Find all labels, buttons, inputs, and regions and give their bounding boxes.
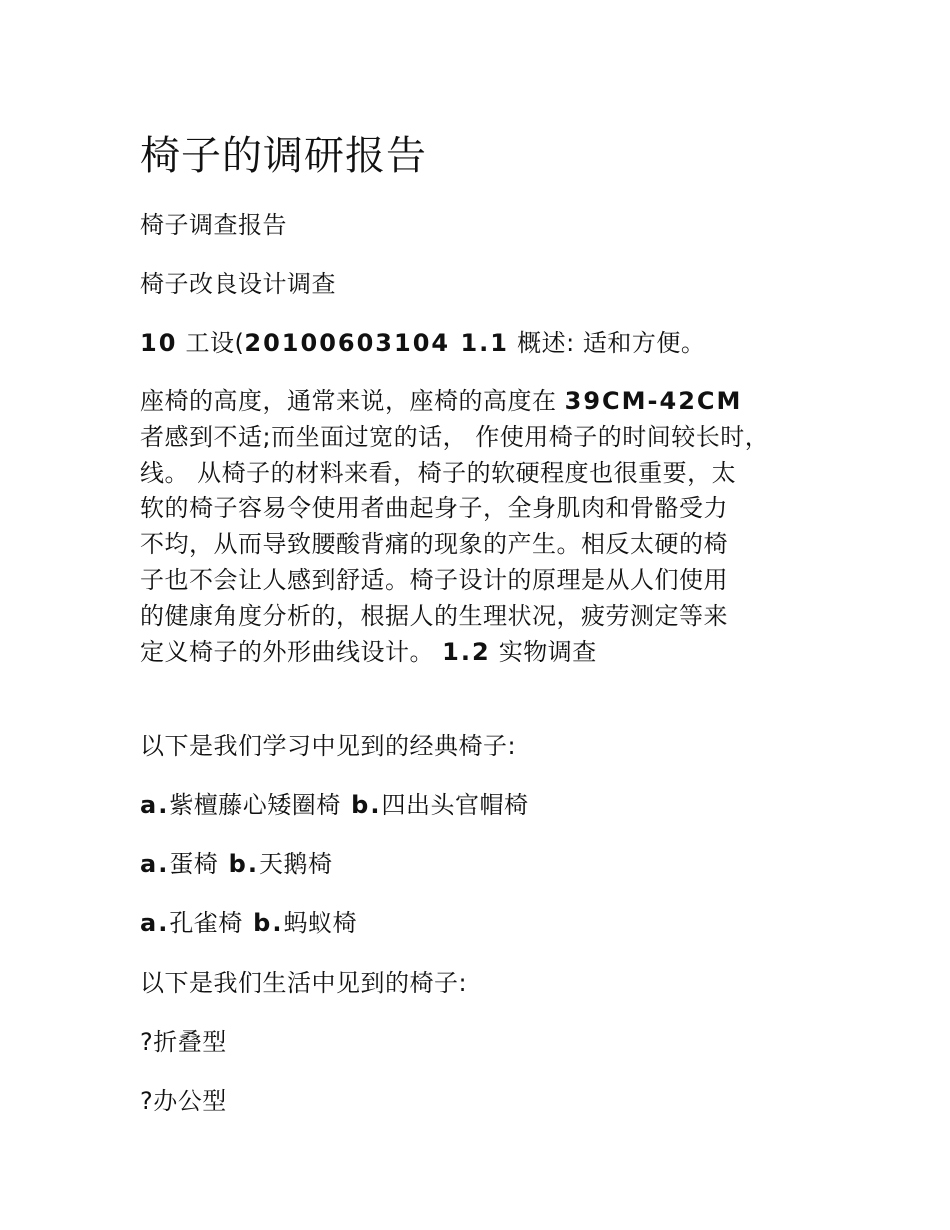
- item-label-a: a.: [140, 850, 170, 878]
- section-heading: 概述: 适和方便。: [508, 329, 706, 357]
- item-label-b: b.: [218, 850, 259, 878]
- life-chair-item: ?办公型: [140, 1087, 227, 1115]
- paragraph-line: [140, 635, 769, 671]
- paragraph-line: 子也不会让人感到舒适。椅子设计的原理是从人们使用: [140, 565, 728, 594]
- item-label-a: a.: [140, 791, 170, 819]
- subtitle-survey-report: 椅子调查报告: [140, 211, 287, 239]
- section-heading: 实物调查: [490, 637, 597, 666]
- subtitle-improvement-design: 椅子改良设计调查: [140, 270, 336, 298]
- item-label-b: b.: [340, 791, 382, 819]
- section-number: 1.2: [442, 637, 491, 666]
- seat-height-range: 39CM-42CM: [564, 387, 743, 415]
- life-chair-item: ?折叠型: [140, 1028, 227, 1056]
- item-text-a: 紫檀藤心矮圈椅: [169, 791, 341, 819]
- paragraph-text: 座椅的高度，通常来说，座椅的高度在: [140, 387, 565, 415]
- item-text-a: 蛋椅: [169, 850, 219, 878]
- document-title: 椅子的调研报告: [140, 133, 427, 179]
- class-label: 工设(: [177, 329, 245, 357]
- paragraph-line: 者感到不适;而坐面过宽的话， 作使用椅子的时间较长时，: [140, 422, 770, 451]
- item-text-a: 孔雀椅: [169, 909, 243, 937]
- item-label-a: a.: [140, 909, 170, 937]
- student-id: 20100603104: [244, 329, 451, 357]
- item-text-b: 天鹅椅: [258, 850, 333, 878]
- paragraph-text: 定义椅子的外形曲线设计。: [140, 637, 443, 666]
- item-text-b: 蚂蚁椅: [283, 909, 357, 937]
- section-number: 1.1: [450, 329, 509, 357]
- meta-line: [140, 328, 705, 358]
- paragraph-line: 线。 从椅子的材料来看，椅子的软硬程度也很重要，太: [140, 458, 737, 487]
- overview-paragraph: [140, 384, 769, 670]
- classic-chairs-intro: 以下是我们学习中见到的经典椅子:: [140, 732, 517, 760]
- item-text-b: 四出头官帽椅: [381, 791, 529, 819]
- classic-chair-pair: [140, 790, 528, 820]
- paragraph-line: 的健康角度分析的，根据人的生理状况，疲劳测定等来: [140, 601, 728, 630]
- life-chairs-intro: 以下是我们生活中见到的椅子:: [140, 969, 468, 997]
- class-number: 10: [140, 329, 178, 357]
- classic-chair-pair: [140, 908, 357, 938]
- paragraph-line: 不均，从而导致腰酸背痛的现象的产生。相反太硬的椅: [140, 530, 728, 559]
- paragraph-line: [140, 384, 769, 420]
- item-label-b: b.: [242, 909, 284, 937]
- classic-chair-pair: [140, 849, 332, 879]
- paragraph-line: 软的椅子容易令使用者曲起身子，全身肌肉和骨骼受力: [140, 494, 728, 523]
